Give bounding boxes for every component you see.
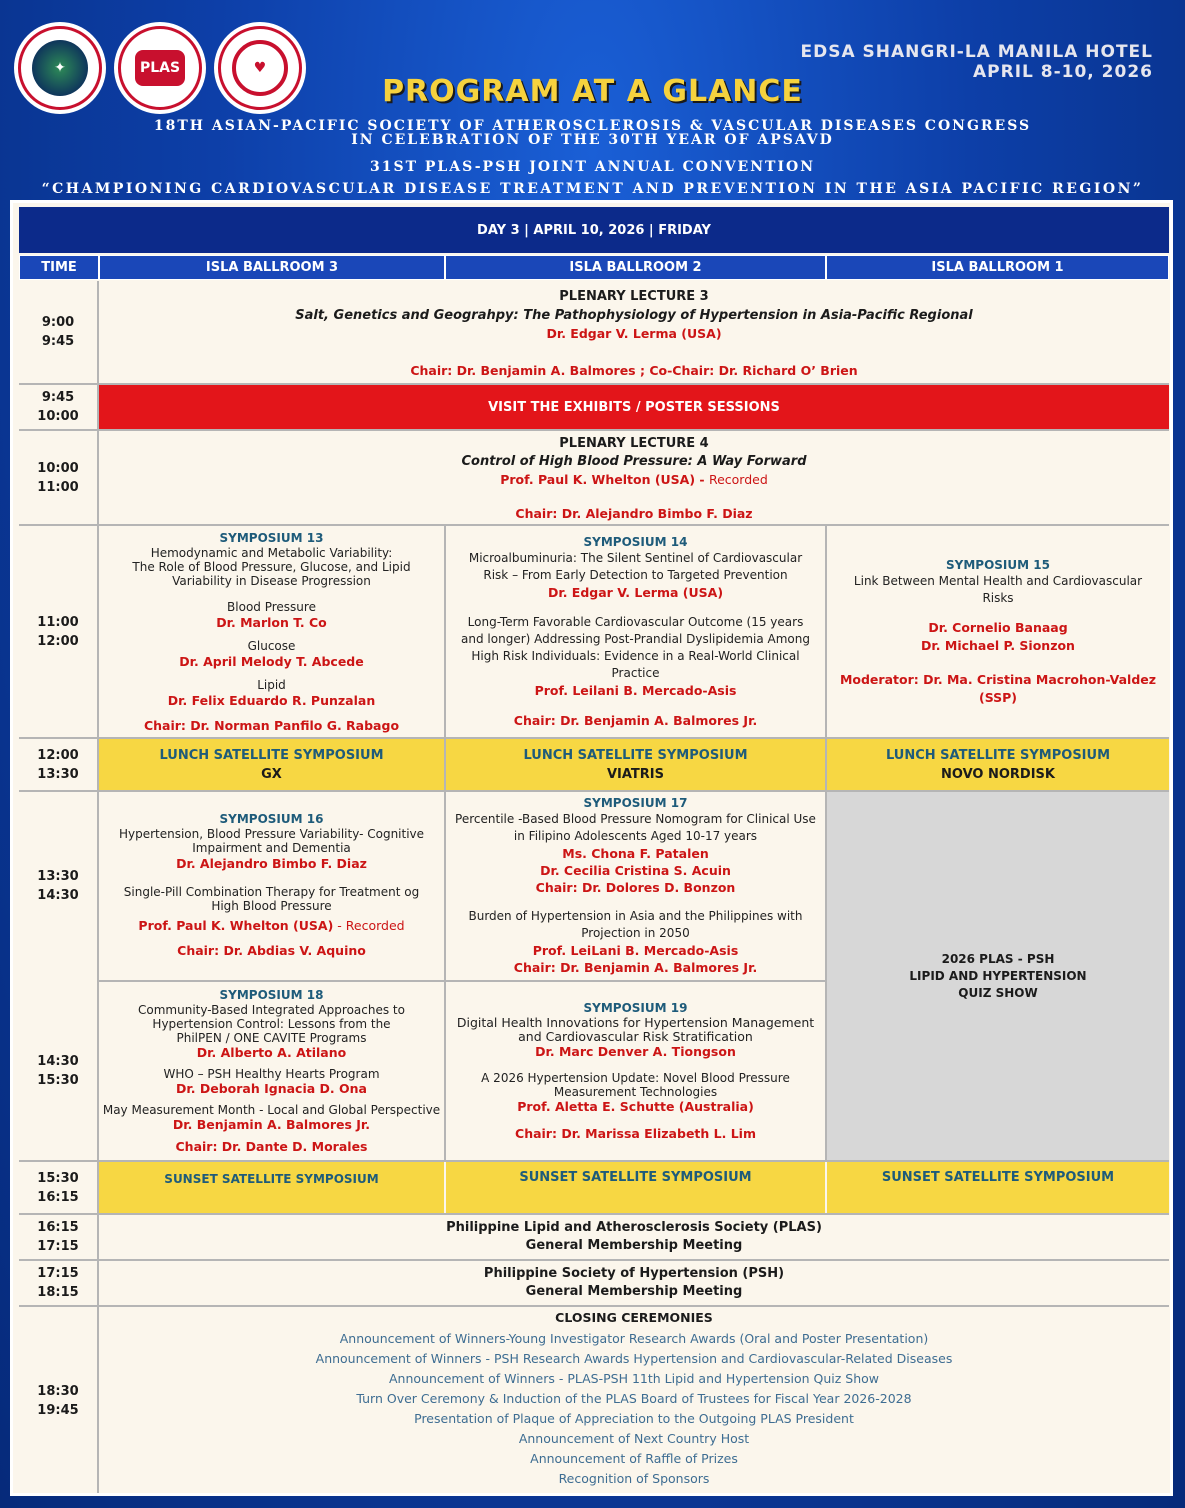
- exhibits-banner: VISIT THE EXHIBITS / POSTER SESSIONS: [99, 385, 1169, 429]
- time-slot: 18:30 19:45: [37, 1384, 79, 1418]
- apsavd-logo: ✦: [14, 22, 106, 114]
- event-dates: APRIL 8-10, 2026: [972, 62, 1153, 82]
- closing-item: Announcement of Winners-Young Investigator Research Awards (Oral and Poster Presentation): [339, 1331, 929, 1346]
- col-time: TIME: [19, 255, 99, 280]
- lunch-symposium-viatris: LUNCH SATELLITE SYMPOSIUM VIATRIS: [446, 739, 825, 790]
- venue-name: EDSA SHANGRI-LA MANILA HOTEL: [800, 42, 1153, 62]
- sunset-symposium-1: SUNSET SATELLITE SYMPOSIUM: [827, 1162, 1169, 1213]
- time-slot: 14:30 15:30: [37, 1054, 79, 1088]
- col-ballroom-1: ISLA BALLROOM 1: [826, 255, 1169, 280]
- sunset-symposium-3: SUNSET SATELLITE SYMPOSIUM: [99, 1162, 444, 1213]
- symposium-15: SYMPOSIUM 15 Link Between Mental Health and Cardiovascular Risks Dr. Cornelio Banaag Dr. Michael P. Sionzon Moderator: Dr. Ma. Cristina Macrohon-Valdez (SSP): [839, 558, 1157, 705]
- psh-meeting: Philippine Society of Hypertension (PSH) General Membership Meeting: [483, 1266, 785, 1299]
- symposium-19: SYMPOSIUM 19 Digital Health Innovations for Hypertension Management and Cardiovascular Risk Stratification Dr. Marc Denver A. Tiongson A 2026 Hypertension Update: Novel Blood Pressure Measurement Technologies Prof. Aletta E. Schutte (Australia) Chair: Dr. Marissa Elizabeth L. Lim: [456, 1001, 815, 1141]
- time-slot: 16:15 17:15: [37, 1220, 79, 1254]
- sunset-symposium-2: SUNSET SATELLITE SYMPOSIUM: [446, 1162, 825, 1213]
- celebration-line: IN CELEBRATION OF THE 30TH YEAR OF APSAVD: [351, 132, 834, 148]
- psh-logo: ♥: [214, 22, 306, 114]
- symposium-16: SYMPOSIUM 16 Hypertension, Blood Pressure Variability- Cognitive Impairment and Dementia Dr. Alejandro Bimbo F. Diaz Single-Pill Combination Therapy for Treatment og High Blood Pressure Prof. Paul K. Whelton (USA) - Recorded Chair: Dr. Abdias V. Aquino: [118, 812, 425, 958]
- page-title: PROGRAM AT A GLANCE: [382, 74, 803, 109]
- closing-item: Announcement of Winners - PLAS-PSH 11th Lipid and Hypertension Quiz Show: [388, 1371, 879, 1386]
- closing-item: Announcement of Winners - PSH Research Awards Hypertension and Cardiovascular-Related Diseases: [315, 1351, 953, 1366]
- col-ballroom-2: ISLA BALLROOM 2: [445, 255, 826, 280]
- time-slot: 9:00 9:45: [41, 315, 75, 349]
- time-slot: 10:00 11:00: [37, 460, 79, 495]
- closing-item: Presentation of Plaque of Appreciation to the Outgoing PLAS President: [414, 1411, 854, 1426]
- convention-line: 31ST PLAS-PSH JOINT ANNUAL CONVENTION: [370, 159, 815, 175]
- closing-item: Recognition of Sponsors: [558, 1471, 710, 1486]
- time-slot: 12:00 13:30: [37, 747, 79, 782]
- closing-item: Announcement of Next Country Host: [518, 1431, 750, 1446]
- time-slot: 13:30 14:30: [37, 869, 79, 903]
- symposium-18: SYMPOSIUM 18 Community-Based Integrated Approaches to Hypertension Control: Lessons from the PhilPEN / ONE CAVITE Programs Dr. Alberto A. Atilano WHO – PSH Healthy Hearts Program Dr. Deborah Ignacia D. Ona May Measurement Month - Local and Global Perspective Dr. Benjamin A. Balmores Jr. Chair: Dr. Dante D. Morales: [102, 988, 441, 1154]
- plas-logo: PLAS: [114, 22, 206, 114]
- schedule-table: [10, 200, 1173, 1496]
- time-slot: 17:15 18:15: [37, 1266, 79, 1300]
- lunch-symposium-novo-nordisk: LUNCH SATELLITE SYMPOSIUM NOVO NORDISK: [827, 739, 1169, 790]
- plenary-lecture-4: PLENARY LECTURE 4 Control of High Blood Pressure: A Way Forward Prof. Paul K. Whelton (USA) - Recorded Chair: Dr. Alejandro Bimbo F. Diaz: [461, 435, 807, 521]
- day-header: DAY 3 | APRIL 10, 2026 | FRIDAY: [19, 207, 1169, 253]
- congress-line: 18TH ASIAN-PACIFIC SOCIETY OF ATHEROSCLEROSIS & VASCULAR DISEASES CONGRESS: [153, 118, 1032, 134]
- col-ballroom-3: ISLA BALLROOM 3: [99, 255, 445, 280]
- symposium-13: SYMPOSIUM 13 Hemodynamic and Metabolic Variability: The Role of Blood Pressure, Glucose, and Lipid Variability in Disease Progression Blood Pressure Dr. Marlon T. Co Glucose Dr. April Melody T. Abcede Lipid Dr. Felix Eduardo R. Punzalan Chair: Dr. Norman Panfilo G. Rabago: [132, 530, 411, 733]
- time-slot: 15:30 16:15: [37, 1170, 79, 1205]
- closing-item: Turn Over Ceremony & Induction of the PLAS Board of Trustees for Fiscal Year 2026-2028: [356, 1391, 912, 1406]
- plas-meeting: Philippine Lipid and Atherosclerosis Society (PLAS) General Membership Meeting: [446, 1220, 822, 1253]
- plenary-lecture-3: PLENARY LECTURE 3 Salt, Genetics and Geograhpy: The Pathophysiology of Hypertension in Asia-Pacific Regional Dr. Edgar V. Lerma (USA) Chair: Dr. Benjamin A. Balmores ; Co-Chair: Dr. Richard O’ Brien: [295, 288, 973, 378]
- symposium-14: SYMPOSIUM 14 Microalbuminuria: The Silent Sentinel of Cardiovascular Risk – From Early Detection to Targeted Prevention Dr. Edgar V. Lerma (USA) Long-Term Favorable Cardiovascular Outcome (15 years and longer) Addressing Post-Prandial Dyslipidemia Among High Risk Individuals: Evidence in a Real-World Clinical Practice Prof. Leilani B. Mercado-Asis Chair: Dr. Benjamin A. Balmores Jr.: [461, 535, 810, 728]
- header: [0, 0, 1185, 200]
- row-divider: [19, 524, 1169, 526]
- quiz-show: 2026 PLAS - PSH LIPID AND HYPERTENSION QUIZ SHOW: [827, 792, 1169, 1160]
- theme-line: “CHAMPIONING CARDIOVASCULAR DISEASE TREATMENT AND PREVENTION IN THE ASIA PACIFIC REGION”: [41, 181, 1144, 197]
- time-slot: 9:45 10:00: [37, 390, 79, 424]
- closing-item: Announcement of Raffle of Prizes: [530, 1451, 738, 1466]
- time-slot: 11:00 12:00: [37, 614, 79, 649]
- closing-ceremonies: CLOSING CEREMONIES Announcement of Winners-Young Investigator Research Awards (Oral and Poster Presentation) Announcement of Winners - PSH Research Awards Hypertension and Cardiovascular-Related Diseases Announcement of Winners - PLAS-PSH 11th Lipid and Hypertension Quiz Show Turn Over Ceremony & Induction of the PLAS Board of Trustees for Fiscal Year 2026-2028 Presentation of Plaque of Appreciation to the Outgoing PLAS President Announcement of Next Country Host Announcement of Raffle of Prizes Recognition of Sponsors: [99, 1307, 1169, 1495]
- symposium-17: SYMPOSIUM 17 Percentile -Based Blood Pressure Nomogram for Clinical Use in Filipino Adolescents Aged 10-17 years Ms. Chona F. Patalen Dr. Cecilia Cristina S. Acuin Chair: Dr. Dolores D. Bonzon Burden of Hypertension in Asia and the Philippines with Projection in 2050 Prof. LeiLani B. Mercado-Asis Chair: Dr. Benjamin A. Balmores Jr.: [455, 796, 816, 975]
- lunch-symposium-gx: LUNCH SATELLITE SYMPOSIUM GX: [99, 739, 444, 790]
- row-divider: [19, 429, 1169, 431]
